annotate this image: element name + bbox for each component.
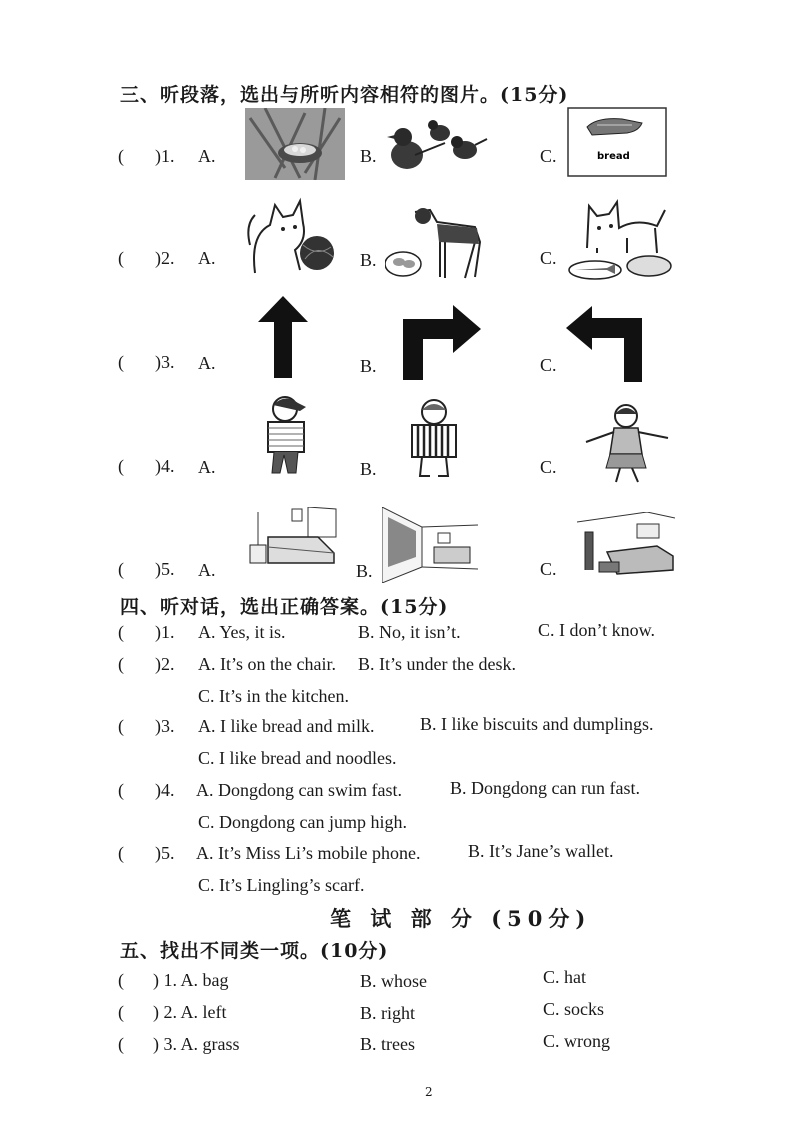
paren: ( (118, 970, 124, 990)
girl-in-sweater-picture[interactable] (250, 395, 325, 477)
question-number: )5. (155, 559, 175, 579)
paren: ( (118, 1034, 124, 1054)
girl-in-striped-sweater-picture[interactable] (398, 398, 470, 480)
question-number: )4. (155, 456, 175, 476)
paren: ( (118, 622, 124, 642)
option-b-label: B. (356, 561, 373, 581)
odd-one-out-item: ) 3. A. grass (153, 1034, 240, 1054)
option-b-label: B. (360, 356, 377, 376)
sitting-room-picture[interactable] (577, 512, 675, 580)
option-b: B. No, it isn’t. (358, 622, 461, 642)
birds-picture[interactable] (385, 115, 490, 185)
arrow-up-icon[interactable] (258, 296, 308, 378)
paren: ( (118, 654, 124, 674)
question-number: )3. (155, 716, 175, 736)
question-number: )1. (155, 146, 175, 166)
option-a: A. It’s Miss Li’s mobile phone. (196, 843, 421, 863)
odd-one-out-b: B. trees (360, 1034, 415, 1054)
option-c-label: C. (540, 146, 557, 166)
girl-in-skirt-picture[interactable] (576, 402, 676, 484)
paren: ( (118, 352, 124, 372)
arrow-turn-left-icon[interactable] (566, 306, 642, 382)
written-part-title: 笔 试 部 分 (50分) (330, 906, 592, 931)
question-number: )3. (155, 352, 175, 372)
arrow-turn-right-icon[interactable] (403, 305, 481, 380)
option-c: C. It’s in the kitchen. (198, 686, 349, 706)
option-c: C. I don’t know. (538, 620, 655, 640)
odd-one-out-c: C. hat (543, 967, 586, 987)
odd-one-out-item: ) 1. A. bag (153, 970, 229, 990)
odd-one-out-item: ) 2. A. left (153, 1002, 227, 1022)
option-b: B. It’s Jane’s wallet. (468, 841, 614, 861)
paren: ( (118, 146, 124, 166)
option-a: A. I like bread and milk. (198, 716, 375, 736)
bird-nest-picture[interactable] (245, 108, 345, 180)
paren: ( (118, 1002, 124, 1022)
option-c-label: C. (540, 355, 557, 375)
option-c-label: C. (540, 559, 557, 579)
option-b: B. It’s under the desk. (358, 654, 516, 674)
option-c-label: C. (540, 248, 557, 268)
question-number: )1. (155, 622, 175, 642)
option-a: A. Yes, it is. (198, 622, 286, 642)
option-b: B. Dongdong can run fast. (450, 778, 640, 798)
paren: ( (118, 248, 124, 268)
paren: ( (118, 456, 124, 476)
option-a-label: A. (198, 353, 216, 373)
odd-one-out-c: C. socks (543, 999, 605, 1019)
cat-with-yarn-picture[interactable] (245, 195, 340, 275)
odd-one-out-b: B. right (360, 1003, 416, 1023)
bedroom-picture[interactable] (248, 507, 340, 567)
option-a: A. Dongdong can swim fast. (196, 780, 402, 800)
option-c: C. Dongdong can jump high. (198, 812, 407, 832)
option-a: A. It’s on the chair. (198, 654, 336, 674)
section4-heading: 四、听对话，选出正确答案。(15分) (120, 596, 449, 618)
odd-one-out-c: C. wrong (543, 1031, 610, 1051)
bread-label: bread (597, 151, 630, 162)
living-room-picture[interactable] (382, 507, 478, 583)
question-number: )4. (155, 780, 175, 800)
option-c: C. It’s Lingling’s scarf. (198, 875, 365, 895)
option-a-label: A. (198, 560, 216, 580)
bread-picture[interactable] (567, 107, 667, 177)
page-number: 2 (425, 1085, 433, 1099)
odd-one-out-b: B. whose (360, 971, 427, 991)
option-a-label: A. (198, 146, 216, 166)
paren: ( (118, 716, 124, 736)
question-number: )2. (155, 654, 175, 674)
option-c: C. I like bread and noodles. (198, 748, 397, 768)
question-number: )2. (155, 248, 175, 268)
question-number: )5. (155, 843, 175, 863)
option-b-label: B. (360, 146, 377, 166)
cat-and-fish-picture[interactable] (567, 198, 675, 283)
option-b-label: B. (360, 250, 377, 270)
section3-heading: 三、听段落，选出与所听内容相符的图片。(15分) (120, 84, 569, 106)
section5-heading: 五、找出不同类一项。(10分) (120, 940, 389, 962)
dog-and-food-picture[interactable] (385, 202, 490, 280)
option-b-label: B. (360, 459, 377, 479)
option-b: B. I like biscuits and dumplings. (420, 714, 654, 734)
paren: ( (118, 780, 124, 800)
option-a-label: A. (198, 457, 216, 477)
paren: ( (118, 843, 124, 863)
option-c-label: C. (540, 457, 557, 477)
option-a-label: A. (198, 248, 216, 268)
paren: ( (118, 559, 124, 579)
